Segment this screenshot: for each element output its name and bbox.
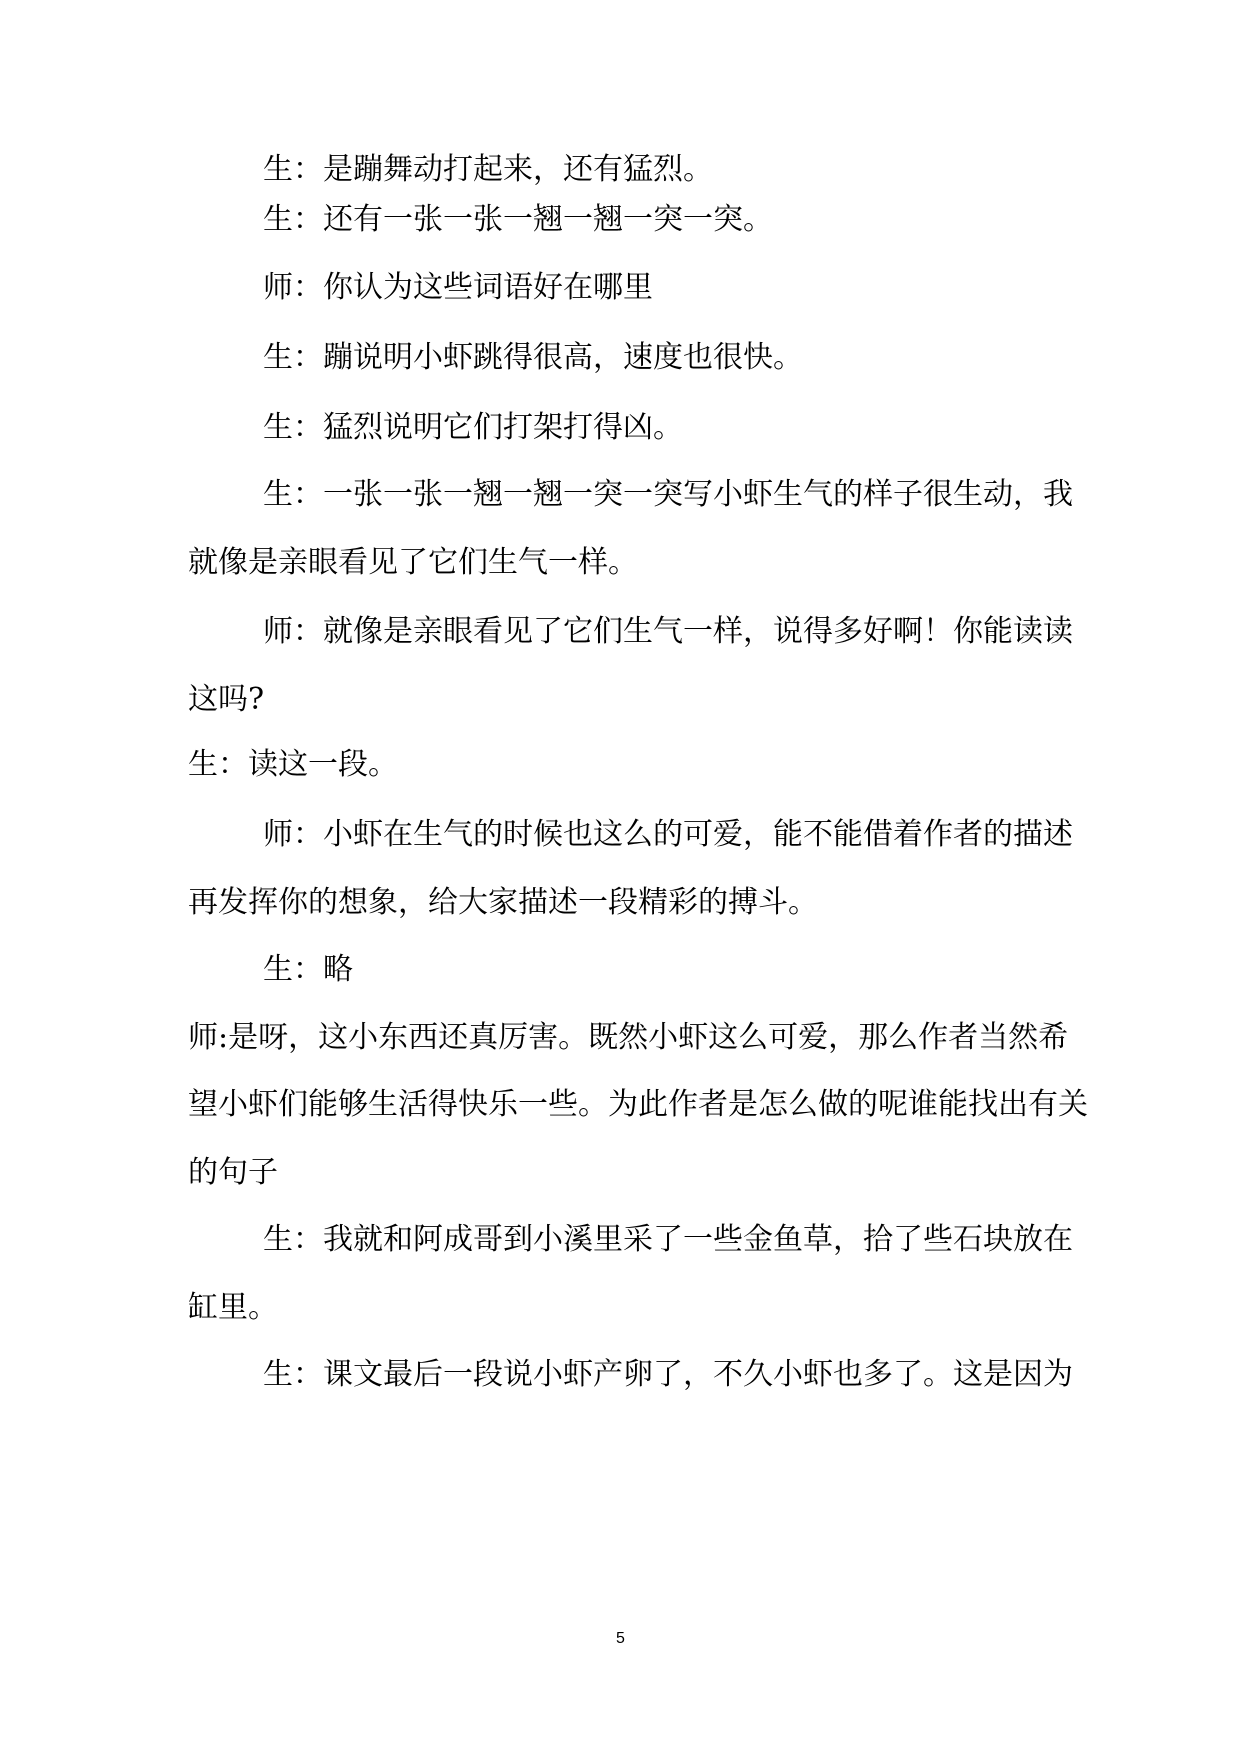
text-line: 生：还有一张一张一翘一翘一突一突。 bbox=[263, 202, 773, 237]
text-line: 师：你认为这些词语好在哪里 bbox=[263, 270, 653, 305]
text-line: 生：课文最后一段说小虾产卵了，不久小虾也多了。这是因为 bbox=[263, 1357, 1073, 1392]
text-line: 生：是蹦舞动打起来，还有猛烈。 bbox=[263, 152, 713, 187]
text-line: 生：一张一张一翘一翘一突一突写小虾生气的样子很生动，我 bbox=[263, 477, 1073, 512]
text-line: 师：就像是亲眼看见了它们生气一样，说得多好啊！你能读读 bbox=[263, 614, 1073, 649]
text-line: 的句子 bbox=[188, 1155, 278, 1190]
text-line: 师：小虾在生气的时候也这么的可爱，能不能借着作者的描述 bbox=[263, 817, 1073, 852]
text-line: 生：猛烈说明它们打架打得凶。 bbox=[263, 410, 683, 445]
text-line: 缸里。 bbox=[188, 1290, 278, 1325]
text-line: 生：蹦说明小虾跳得很高，速度也很快。 bbox=[263, 340, 803, 375]
text-line: 生：读这一段。 bbox=[188, 747, 398, 782]
text-line: 师:是呀，这小东西还真厉害。既然小虾这么可爱，那么作者当然希 bbox=[188, 1020, 1069, 1055]
page-number: 5 bbox=[616, 1630, 625, 1647]
text-line: 就像是亲眼看见了它们生气一样。 bbox=[188, 545, 638, 580]
text-line: 生：我就和阿成哥到小溪里采了一些金鱼草，拾了些石块放在 bbox=[263, 1222, 1073, 1257]
text-line: 生：略 bbox=[263, 952, 353, 987]
text-line: 再发挥你的想象，给大家描述一段精彩的搏斗。 bbox=[188, 885, 818, 920]
text-line: 望小虾们能够生活得快乐一些。为此作者是怎么做的呢谁能找出有关 bbox=[188, 1087, 1088, 1122]
text-line: 这吗? bbox=[188, 682, 265, 717]
